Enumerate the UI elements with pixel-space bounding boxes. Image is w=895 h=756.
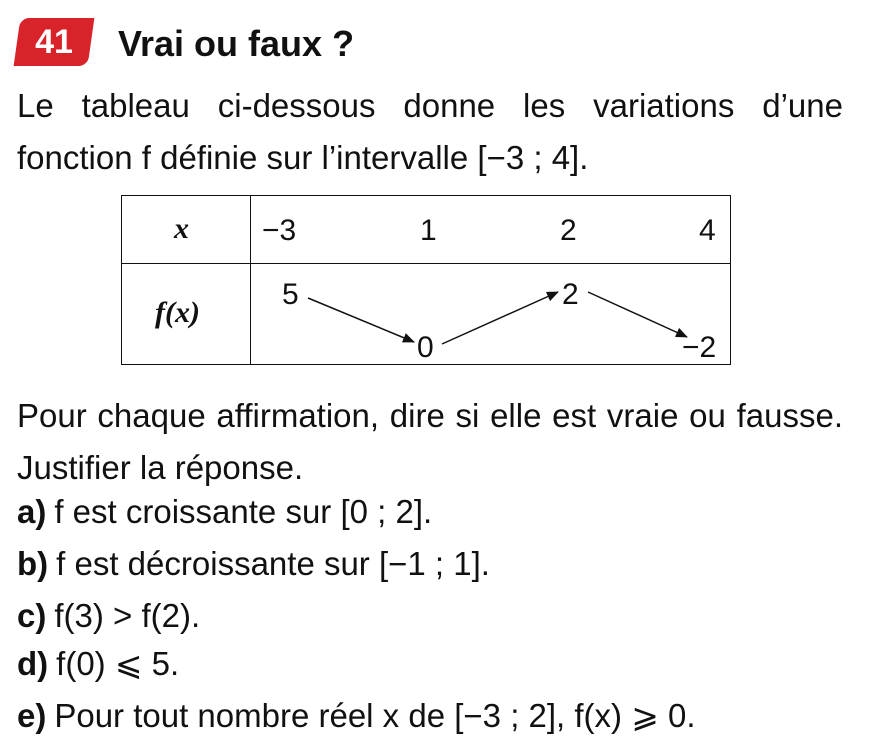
decreasing-arrow bbox=[308, 298, 414, 342]
x-value: 2 bbox=[560, 214, 577, 247]
statement-e bbox=[17, 694, 696, 738]
row-x-label: x bbox=[174, 212, 189, 245]
statement-text: Pour tout nombre réel x de [−3 ; 2], f(x) ⩾ 0. bbox=[54, 697, 696, 734]
x-value: 4 bbox=[699, 214, 716, 247]
f-value: −2 bbox=[682, 331, 717, 364]
row-fx-label: f(x) bbox=[155, 296, 200, 329]
statement-a bbox=[17, 490, 432, 534]
statement-label: b) bbox=[17, 545, 49, 582]
statement-d bbox=[17, 642, 179, 686]
f-value: 2 bbox=[562, 278, 579, 311]
statement-text: f(3) > f(2). bbox=[54, 597, 201, 634]
x-value: 1 bbox=[420, 214, 437, 247]
variation-arrows bbox=[122, 196, 732, 366]
statement-label: d) bbox=[17, 645, 49, 682]
f-value: 5 bbox=[282, 278, 299, 311]
statement-label: c) bbox=[17, 597, 47, 634]
exercise-title: Vrai ou faux ? bbox=[118, 23, 355, 64]
increasing-arrow bbox=[442, 292, 558, 344]
x-value: −3 bbox=[262, 214, 297, 247]
intro-paragraph: Le tableau ci-dessous donne les variations d’une fonction f définie sur l’intervalle [−3 ; 4]. bbox=[17, 87, 843, 176]
decreasing-arrow bbox=[588, 292, 687, 337]
statement-b bbox=[17, 542, 490, 586]
statement-c bbox=[17, 594, 200, 638]
statement-label: e) bbox=[17, 697, 47, 734]
statement-label: a) bbox=[17, 493, 47, 530]
exercise-number: 41 bbox=[35, 23, 73, 61]
statement-text: f est croissante sur [0 ; 2]. bbox=[54, 493, 433, 530]
statement-text: f est décroissante sur [−1 ; 1]. bbox=[56, 545, 490, 582]
statement-text: f(0) ⩽ 5. bbox=[56, 645, 180, 682]
instruction-paragraph: Pour chaque affirmation, dire si elle est vraie ou fausse. Justifier la réponse. bbox=[17, 397, 843, 486]
f-value: 0 bbox=[417, 331, 434, 364]
variation-table bbox=[121, 195, 731, 365]
